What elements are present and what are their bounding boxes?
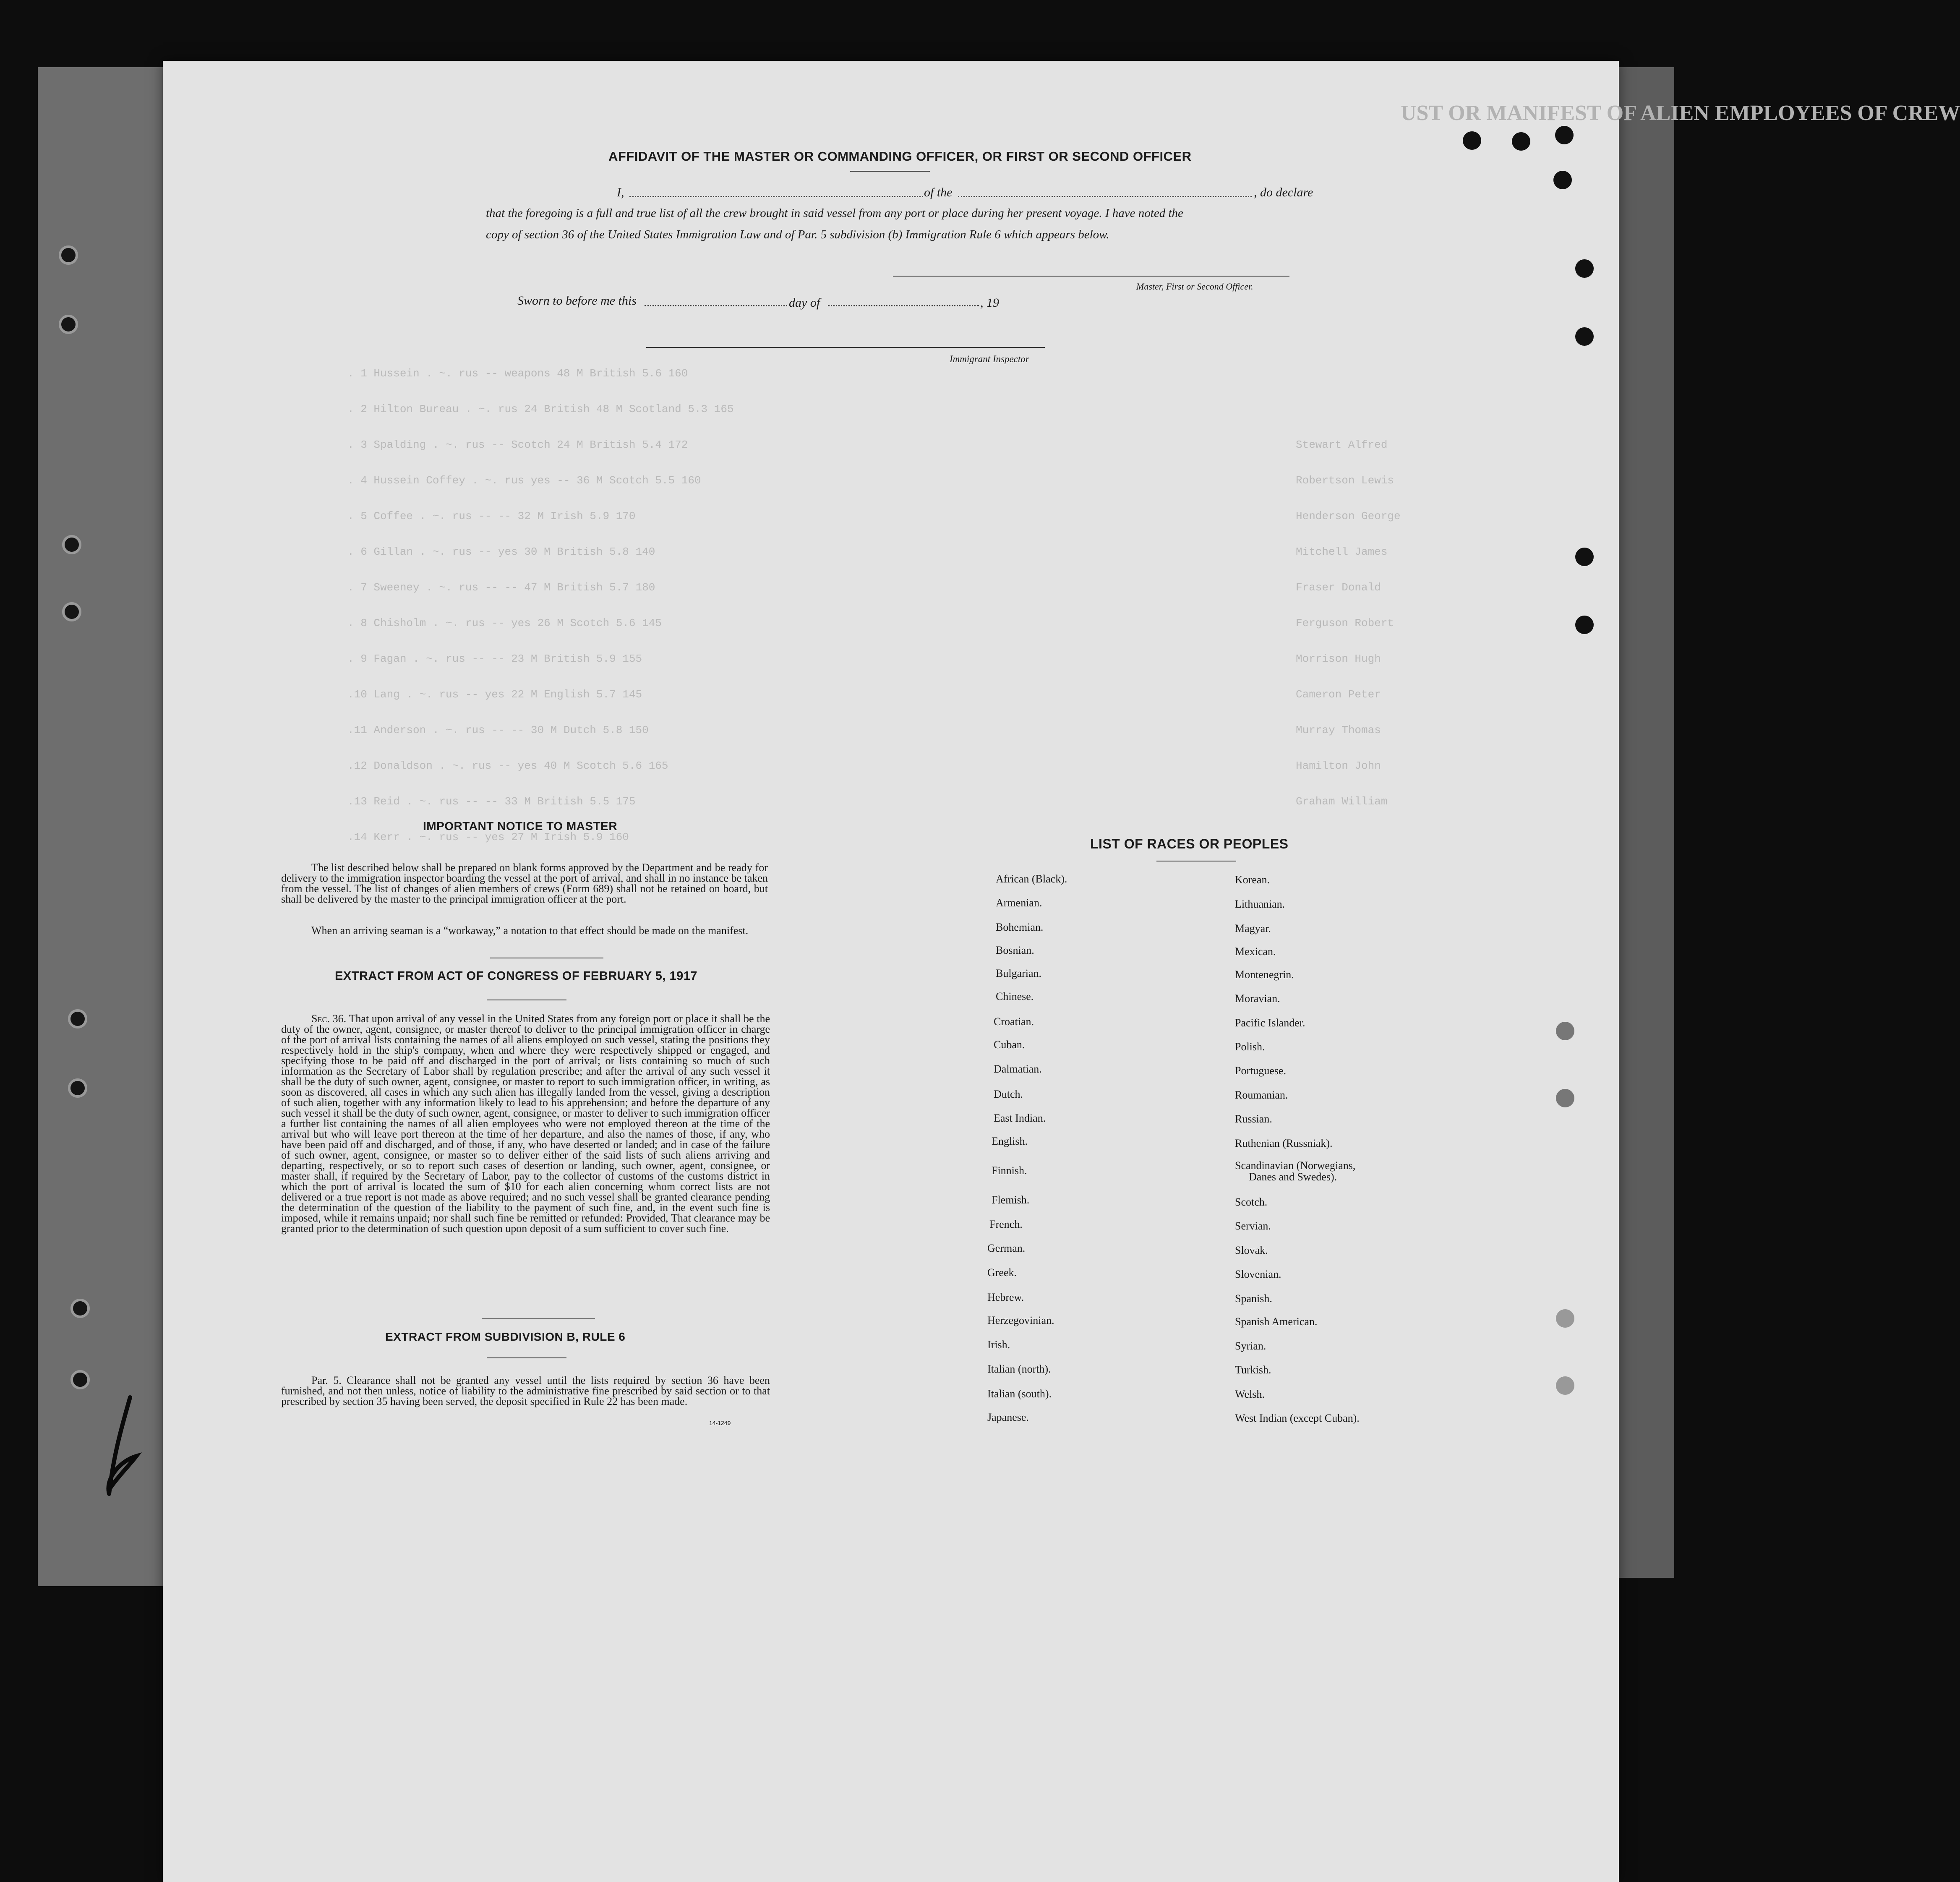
bleed-through-row: Stewart Alfred	[1296, 439, 1388, 451]
race-right-item: Welsh.	[1235, 1388, 1265, 1400]
bleed-through-row: Morrison Hugh	[1296, 653, 1381, 665]
sworn-day-field[interactable]	[645, 305, 787, 306]
bleed-through-row: .12 Donaldson . ~. rus -- yes 40 M Scotch 5.6 165	[347, 760, 668, 772]
extract-act-body	[281, 1013, 770, 1234]
punch-hole-icon	[1575, 616, 1594, 634]
handwritten-mark	[97, 1393, 147, 1502]
race-right-item: Turkish.	[1235, 1364, 1271, 1376]
punch-hole-icon	[1555, 126, 1574, 144]
bleed-through-row: . 6 Gillan . ~. rus -- yes 30 M British 5.8 140	[347, 546, 655, 558]
section-label: Sec. 36.	[311, 1013, 347, 1025]
affidavit-declaration-line2: copy of section 36 of the United States Immigration Law and of Par. 5 subdivision (b) Immigration Rule 6 which appears below.	[486, 228, 1109, 241]
race-left-item: Armenian.	[996, 897, 1042, 909]
extract-rule-title-rule	[487, 1357, 566, 1358]
notice-paragraph-1: The list described below shall be prepared on blank forms approved by the Department and be ready for delivery to the immigration inspector boarding the vessel at the port of arrival, and shall in no instance be taken from the vessel. The list of changes of alien members of crews (Form 689) shall not be retained on board, but shall be delivered by the master to the principal immigration officer at the port.	[281, 861, 768, 905]
races-title: LIST OF RACES OR PEOPLES	[1090, 836, 1289, 851]
race-right-item: Spanish.	[1235, 1292, 1272, 1305]
race-left-item: Dutch.	[994, 1088, 1023, 1100]
race-right-item: Moravian.	[1235, 992, 1280, 1005]
race-left-item: East Indian.	[994, 1112, 1046, 1124]
bleed-through-row: .11 Anderson . ~. rus -- -- 30 M Dutch 5.8 150	[347, 724, 649, 736]
race-right-item: Spanish American.	[1235, 1316, 1318, 1328]
punch-hole-icon	[1575, 548, 1594, 566]
notice-paragraph-2: When an arriving seaman is a “workaway,” a notation to that effect should be made on the manifest.	[311, 924, 749, 937]
section-36-text: That upon arrival of any vessel in the United States from any foreign port or place it shall be the duty of the owner, agent, consignee, or master thereof to deliver to the principal immigration officer in charge of the port of arrival lists containing the names of all aliens employed on such vessel, stating the positions they respectively hold in the ship's company, when and where they were respectively shipped or engaged, and specifying those to be paid off and discharged in the port of arrival; or lists containing so much of such information as the Secretary of Labor shall by regulation prescribe; and after the arrival of any such vessel it shall be the duty of such owner, agent, consignee, or master to report to such immigration officer, in writing, as soon as discovered, all cases in which any such alien has illegally landed from the vessel, giving a description of such alien, together with any information likely to lead to his apprehension; and before the departure of any such vessel it shall be the duty of such owner, agent, consignee, or master to deliver to such immigration officer a further list containing the names of all alien employees who were not employed thereon at the time of the arrival but who will leave port thereon at the time of her departure, and also the names of those, if any, who have been paid off and discharged, and of those, if any, who have deserted or landed; and in case of the failure of such owner, agent, consignee, or master so to deliver either of the said lists of such aliens arriving and departing, respectively, or so to report such cases of desertion or landing, such owner, agent, consignee, or master shall, if required by the Secretary of Labor, pay to the collector of customs of the customs district in which the port of arrival is located the sum of $10 for each alien concerning whom correct lists are not delivered or a true report is not made as above required; and no such vessel shall be granted clearance pending the determination of the question of the liability to the payment of such fine, and, in the event such fine is imposed, while it remains unpaid; nor shall such fine be remitted or refunded: Provided, That clearance may be granted prior to the determination of such question upon deposit of a sum sufficient to cover such fine.	[281, 1013, 770, 1235]
sworn-month-field[interactable]	[828, 305, 979, 306]
race-right-item: Scandinavian (Norwegians,	[1235, 1159, 1356, 1172]
bleed-through-row: . 8 Chisholm . ~. rus -- yes 26 M Scotch 5.6 145	[347, 617, 662, 629]
bleed-through-row: .14 Kerr . ~. rus -- yes 27 M Irish 5.9 160	[347, 831, 629, 843]
race-right-item: Syrian.	[1235, 1340, 1266, 1352]
master-signature-line[interactable]	[893, 276, 1289, 277]
punch-hole-icon	[1556, 1089, 1574, 1107]
punch-hole-icon	[1556, 1376, 1574, 1395]
race-right-item: Montenegrin.	[1235, 968, 1294, 981]
notice-title: IMPORTANT NOTICE TO MASTER	[423, 820, 618, 833]
race-left-item: German.	[987, 1242, 1026, 1254]
race-left-item: English.	[992, 1135, 1028, 1147]
bleed-through-row: Cameron Peter	[1296, 688, 1381, 701]
bleed-through-row: Graham William	[1296, 795, 1388, 808]
extract-rule-title: EXTRACT FROM SUBDIVISION B, RULE 6	[385, 1330, 626, 1343]
race-right-item: Ruthenian (Russniak).	[1235, 1137, 1333, 1149]
bleed-through-row: . 2 Hilton Bureau . ~. rus 24 British 48 M Scotland 5.3 165	[347, 403, 734, 415]
race-left-item: Irish.	[987, 1339, 1010, 1351]
race-left-item: Bulgarian.	[996, 967, 1042, 979]
race-right-item: Russian.	[1235, 1113, 1272, 1125]
sworn-label: Sworn to before me this	[517, 294, 637, 308]
punch-hole-icon	[1575, 259, 1594, 278]
form-number: 14-1249	[709, 1420, 731, 1426]
race-left-item: Croatian.	[994, 1015, 1034, 1028]
extract-act-divider	[482, 1318, 595, 1319]
punch-hole-icon	[1553, 171, 1572, 189]
master-name-field[interactable]	[629, 196, 923, 197]
binder-ring-icon	[70, 1299, 90, 1318]
bleed-through-row: .10 Lang . ~. rus -- yes 22 M English 5.7 145	[347, 688, 642, 701]
affidavit-i-label: I,	[617, 185, 624, 199]
vessel-name-field[interactable]	[958, 196, 1252, 197]
bleed-through-row: . 3 Spalding . ~. rus -- Scotch 24 M British 5.4 172	[347, 439, 688, 451]
race-left-item: Dalmatian.	[994, 1063, 1042, 1075]
race-right-item: Polish.	[1235, 1041, 1265, 1053]
race-left-item: Chinese.	[996, 990, 1034, 1002]
extract-act-title: EXTRACT FROM ACT OF CONGRESS OF FEBRUARY 5, 1917	[335, 969, 698, 983]
binder-ring-icon	[59, 245, 78, 265]
race-right-item: Pacific Islander.	[1235, 1017, 1305, 1029]
punch-hole-icon	[1575, 327, 1594, 346]
bleed-through-row: . 4 Hussein Coffey . ~. rus yes -- 36 M Scotch 5.5 160	[347, 474, 701, 487]
race-right-item: Magyar.	[1235, 922, 1271, 934]
bleed-through-row: Fraser Donald	[1296, 581, 1381, 594]
bleed-through-row: Ferguson Robert	[1296, 617, 1394, 629]
race-right-item: Roumanian.	[1235, 1089, 1288, 1101]
race-left-item: Cuban.	[994, 1039, 1025, 1051]
race-left-item: African (Black).	[996, 873, 1067, 885]
race-right-item: Servian.	[1235, 1220, 1271, 1232]
affidavit-do-declare-label: , do declare	[1254, 185, 1313, 199]
race-left-item: Italian (south).	[987, 1388, 1052, 1400]
race-right-item: Portuguese.	[1235, 1065, 1287, 1077]
race-left-item: Bosnian.	[996, 944, 1034, 956]
year-label: , 19	[980, 296, 999, 310]
race-right-item: West Indian (except Cuban).	[1235, 1412, 1360, 1424]
extract-rule-body: Par. 5. Clearance shall not be granted any vessel until the lists required by section 36 have been furnished, and not then unless, notice of liability to the administrative fine prescribed by said section or to that prescribed by section 35 having been served, the deposit specified in Rule 22 has been made.	[281, 1374, 770, 1407]
race-left-item: Finnish.	[992, 1164, 1027, 1177]
bleed-through-row: Mitchell James	[1296, 546, 1388, 558]
bleed-through-row: . 9 Fagan . ~. rus -- -- 23 M British 5.9 155	[347, 653, 642, 665]
binder-ring-icon	[62, 602, 81, 621]
bleed-through-row: . 7 Sweeney . ~. rus -- -- 47 M British 5.7 180	[347, 581, 655, 594]
inspector-signature-line[interactable]	[646, 347, 1045, 348]
binder-ring-icon	[59, 315, 78, 334]
binder-ring-icon	[62, 535, 81, 554]
underlying-page-edge	[38, 67, 172, 1586]
affidavit-declaration-line1: that the foregoing is a full and true list of all the crew brought in said vessel from any port or place during her present voyage. I have noted the	[486, 206, 1183, 220]
race-left-item: Italian (north).	[987, 1363, 1051, 1375]
race-right-item: Mexican.	[1235, 945, 1276, 958]
race-right-item: Slovak.	[1235, 1244, 1268, 1256]
inspector-label: Immigrant Inspector	[950, 354, 1029, 364]
race-right-item: Slovenian.	[1235, 1268, 1281, 1280]
race-left-item: Hebrew.	[987, 1291, 1024, 1303]
binder-ring-icon	[68, 1078, 87, 1098]
race-left-item: Bohemian.	[996, 921, 1044, 933]
binder-ring-icon	[68, 1009, 87, 1028]
race-left-item: Herzegovinian.	[987, 1314, 1054, 1326]
affidavit-title: AFFIDAVIT OF THE MASTER OR COMMANDING OFFICER, OR FIRST OR SECOND OFFICER	[608, 149, 1192, 164]
bleed-through-row: Murray Thomas	[1296, 724, 1381, 736]
bleed-through-row: . 1 Hussein . ~. rus -- weapons 48 M British 5.6 160	[347, 367, 688, 380]
race-left-item: French.	[989, 1218, 1023, 1230]
race-right-item: Scotch.	[1235, 1196, 1268, 1208]
punch-hole-icon	[1556, 1309, 1574, 1328]
bleed-through-row: .13 Reid . ~. rus -- -- 33 M British 5.5 175	[347, 795, 636, 808]
race-right-item: Korean.	[1235, 874, 1270, 886]
punch-hole-icon	[1556, 1022, 1574, 1040]
form-sheet	[163, 61, 1960, 1882]
bleed-through-row: Henderson George	[1296, 510, 1401, 522]
binder-ring-icon	[70, 1370, 90, 1389]
punch-hole-icon	[1512, 132, 1530, 151]
race-left-item: Japanese.	[987, 1411, 1029, 1423]
affidavit-of-the-label: of the	[924, 185, 953, 199]
master-signature-label: Master, First or Second Officer.	[1136, 281, 1253, 292]
punch-hole-icon	[1463, 131, 1481, 150]
race-right-item-continuation: Danes and Swedes).	[1249, 1171, 1337, 1183]
bleed-through-header: UST OR MANIFEST OF ALIEN EMPLOYEES OF CREW	[1401, 101, 1960, 125]
race-right-item: Lithuanian.	[1235, 898, 1285, 910]
race-left-item: Greek.	[987, 1266, 1017, 1279]
day-of-label: day of	[789, 296, 820, 310]
affidavit-title-rule	[850, 171, 930, 172]
bleed-through-row: . 5 Coffee . ~. rus -- -- 32 M Irish 5.9 170	[347, 510, 636, 522]
race-left-item: Flemish.	[992, 1194, 1030, 1206]
bleed-through-row: Hamilton John	[1296, 760, 1381, 772]
bleed-through-row: Robertson Lewis	[1296, 474, 1394, 487]
